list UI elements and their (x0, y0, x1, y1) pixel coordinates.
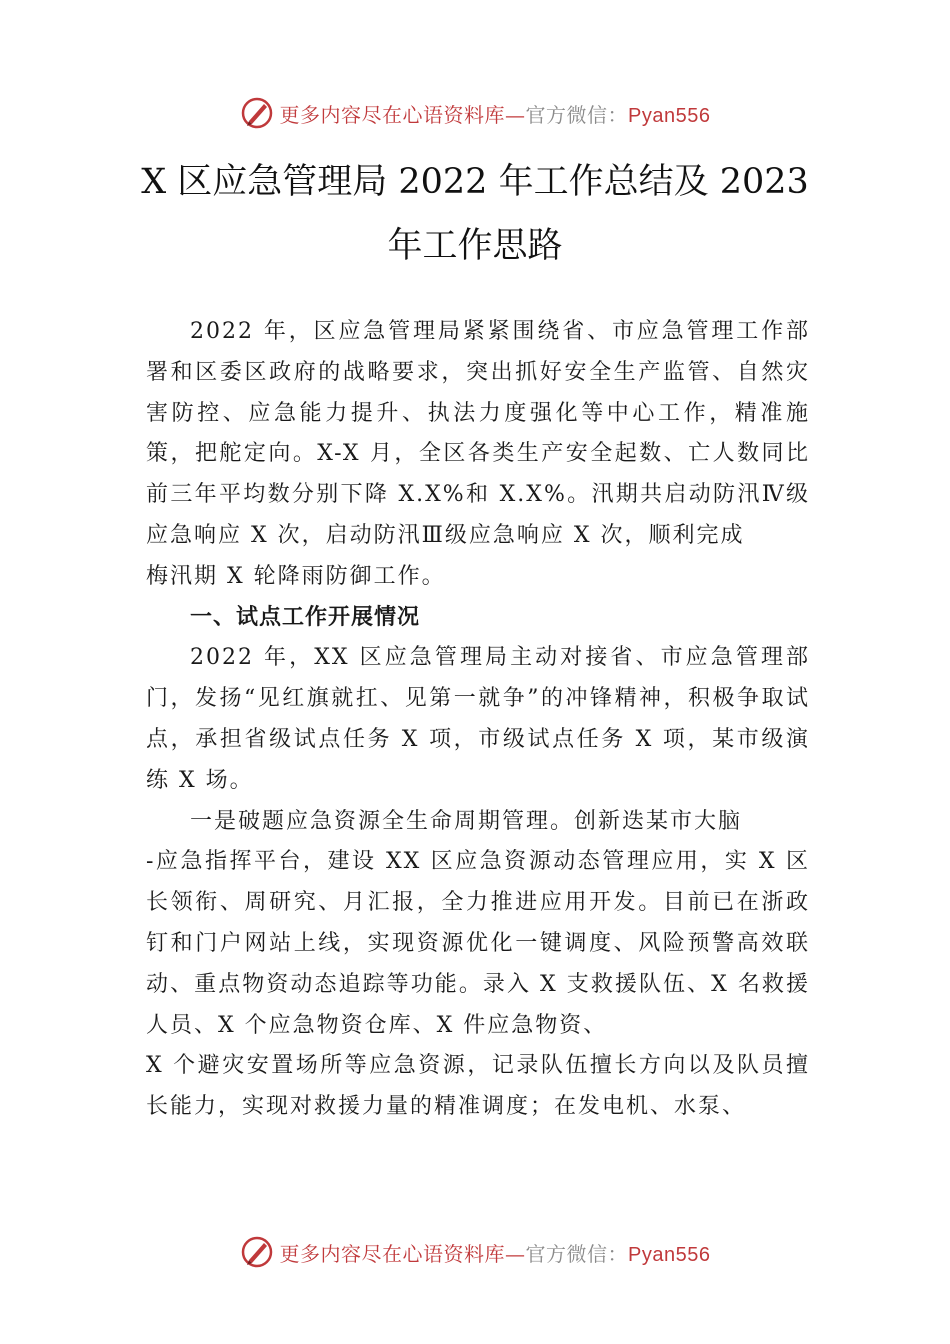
watermark-account: Pyan556 (628, 1243, 711, 1266)
section-heading-1: 一、试点工作开展情况 (190, 604, 421, 630)
watermark-wechat-label: 官方微信： (525, 102, 629, 127)
paragraph-resource-mgmt-tail: X 个避灾安置场所等应急资源，记录队伍擅长方向以及队员擅长能力，实现对救援力量的精准调度；在发电机、水泵、 (146, 1053, 810, 1120)
watermark-text (280, 99, 711, 128)
pen-logo-icon (240, 1235, 274, 1269)
title-line-1: X 区应急管理局 2022 年工作总结及 2023 (141, 162, 809, 202)
watermark-dash: — (505, 102, 526, 127)
paragraph-resource-mgmt: 一是破题应急资源全生命周期管理。创新迭某市大脑 (190, 808, 743, 834)
paragraph-pilot: 2022 年，XX 区应急管理局主动对接省、市应急管理部门，发扬“见红旗就扛、见第一就争”的冲锋精神，积极争取试点，承担省级试点任务 X 项，市级试点任务 X 项，某市级演练 X 场。 (146, 645, 810, 793)
document-title (100, 150, 850, 278)
document-body (146, 312, 810, 1128)
bottom-watermark-banner (0, 1232, 950, 1272)
watermark-text (280, 1238, 711, 1267)
title-line-2: 年工作思路 (387, 226, 563, 266)
paragraph-resource-mgmt-continued: -应急指挥平台，建设 XX 区应急资源动态管理应用，实 X 区长领衔、周研究、月汇报，全力推进应用开发。目前已在浙政钉和门户网站上线，实现资源优化一键调度、风险预警高效联动、重点物资动态追踪等功能。录入 X 支救援队伍、X 名救援人员、X 个应急物资仓库、X 件应急物资、 (146, 849, 810, 1038)
watermark-account: Pyan556 (628, 104, 711, 127)
watermark-dash: — (505, 1241, 526, 1266)
top-watermark-banner (0, 93, 950, 133)
watermark-wechat-label: 官方微信： (525, 1241, 629, 1266)
pen-logo-icon (240, 96, 274, 130)
paragraph-intro: 2022 年，区应急管理局紧紧围绕省、市应急管理工作部署和区委区政府的战略要求，突出抓好安全生产监管、自然灾害防控、应急能力提升、执法力度强化等中心工作，精准施策，把舵定向。X-X 月，全区各类生产安全起数、亡人数同比前三年平均数分别下降 X.X%和 X.X%。汛期共启动防汛Ⅳ级应急响应 X 次，启动防汛Ⅲ级应急响应 X 次，顺利完成 (146, 319, 810, 548)
watermark-slogan: 更多内容尽在心语资料库 (279, 102, 506, 127)
paragraph-intro-continued: 梅汛期 X 轮降雨防御工作。 (146, 563, 446, 589)
watermark-slogan: 更多内容尽在心语资料库 (279, 1241, 506, 1266)
